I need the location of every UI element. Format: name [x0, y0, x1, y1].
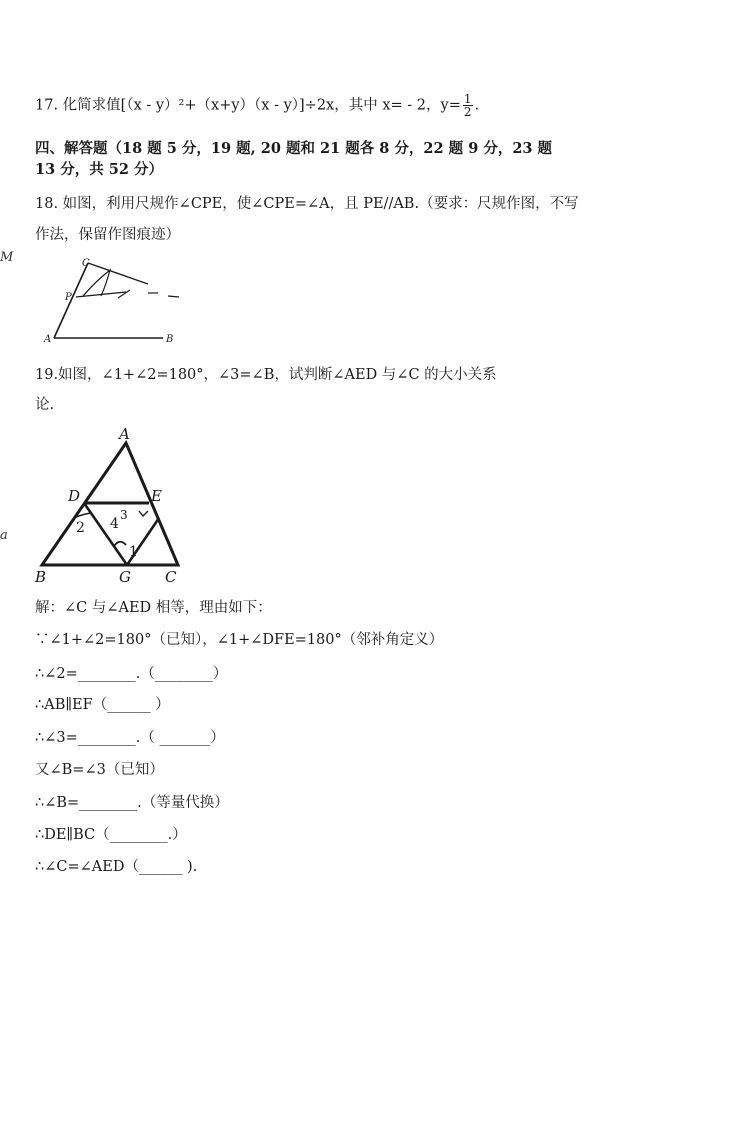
fig18-label-a: A: [44, 334, 52, 345]
question-17-tail: .: [474, 97, 480, 114]
question-17-text: 17. 化简求值[（x - y）²+（x+y）（x - y）]÷2x，其中 x= - 2，y=: [35, 97, 461, 114]
margin-mark-m: M: [0, 250, 14, 265]
solution-line-0: 解：∠C 与∠AED 相等，理由如下：: [35, 600, 272, 616]
fig19-angle-arc-1: [114, 542, 126, 546]
fig19-label-a: A: [119, 425, 130, 443]
fig19-angle-label-3: 3: [120, 508, 128, 522]
fig18-label-c: C: [82, 258, 90, 269]
solution-line-4: ∴∠3=________.（ _______）: [35, 730, 225, 746]
fig19-label-b: B: [35, 568, 47, 586]
margin-mark-a: a: [0, 528, 8, 543]
fig19-label-g: G: [119, 568, 131, 586]
fig19-angle-label-1: 1: [129, 544, 138, 560]
solution-line-7: ∴DE∥BC（________.）: [35, 827, 187, 843]
fig18-label-b: B: [166, 334, 174, 345]
question-19-line1: 19.如图，∠1+∠2=180°，∠3=∠B，试判断∠AED 与∠C 的大小关系: [35, 367, 497, 383]
section-4-heading-line2: 13 分，共 52 分）: [35, 161, 164, 178]
question-18-line1: 18. 如图，利用尺规作∠CPE，使∠CPE=∠A，且 PE//AB.（要求：尺规作图，不写: [35, 196, 579, 212]
question-18-line2: 作法，保留作图痕迹）: [35, 227, 180, 243]
fraction-denominator: 2: [463, 105, 472, 119]
question-19-line2: 论.: [35, 397, 55, 413]
solution-line-5: 又∠B=∠3（已知）: [35, 762, 164, 778]
solution-line-1: ∵∠1+∠2=180°（已知），∠1+∠DFE=180°（邻补角定义）: [35, 632, 444, 648]
fig19-angle-arc-3: [139, 511, 148, 516]
fig19-label-d: D: [68, 487, 81, 505]
fig18-label-p: P: [65, 292, 72, 303]
fraction-numerator: 1: [463, 92, 472, 106]
fig19-angle-label-4: 4: [110, 516, 119, 532]
solution-line-3: ∴AB∥EF（______ ）: [35, 697, 170, 713]
section-4-heading-line1: 四、解答题（18 题 5 分，19 题, 20 题和 21 题各 8 分，22 题 9 分，23 题: [35, 140, 553, 157]
solution-line-8: ∴∠C=∠AED（______ ).: [35, 859, 198, 875]
fig19-angle-label-2: 2: [76, 520, 85, 536]
solution-line-2: ∴∠2=________.（________）: [35, 666, 228, 682]
fig19-label-e: E: [151, 487, 162, 505]
solution-line-6: ∴∠B=________.（等量代换）: [35, 795, 229, 811]
fig19-label-c: C: [165, 568, 177, 586]
